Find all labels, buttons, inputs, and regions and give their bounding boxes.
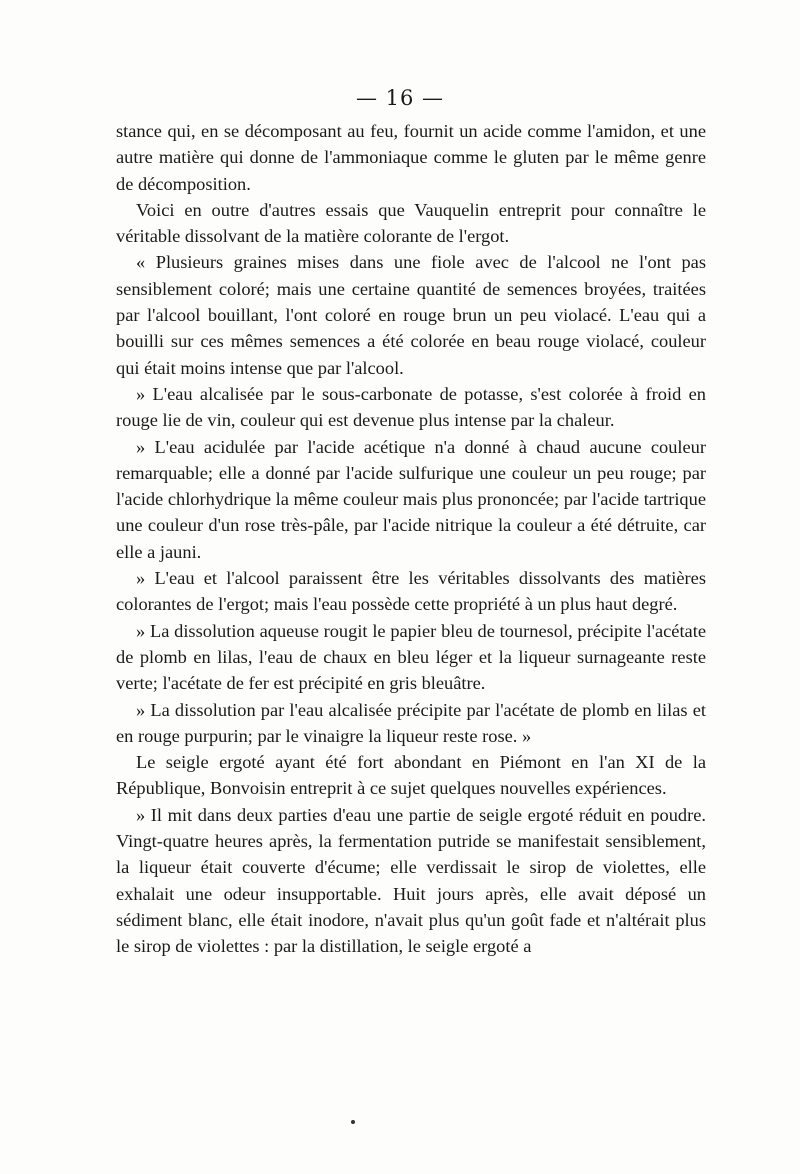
paragraph: Le seigle ergoté ayant été fort abondant en Piémont en l'an XI de la République, Bonvoisin entreprit à ce sujet quelques nouvelles expériences. xyxy=(116,752,706,799)
paragraph: » La dissolution aqueuse rougit le papier bleu de tournesol, précipite l'acétate de plomb en lilas, l'eau de chaux en bleu léger et la liqueur surnageante reste verte; l'acétate de fer est précipité en gris bleuâtre. xyxy=(116,620,706,694)
body-text xyxy=(116,118,706,960)
paragraph: » L'eau et l'alcool paraissent être les véritables dissolvants des matières colorantes de l'ergot; mais l'eau possède cette propriété à un plus haut degré. xyxy=(116,568,706,615)
paragraph: » L'eau alcalisée par le sous-carbonate de potasse, s'est colorée à froid en rouge lie de vin, couleur qui est devenue plus intense par la chaleur. xyxy=(116,383,706,431)
page-number: — 16 — xyxy=(355,86,445,110)
paragraph: stance qui, en se décomposant au feu, fournit un acide comme l'amidon, et une autre matière qui donne de l'ammoniaque comme le gluten par le même genre de décomposition. xyxy=(116,121,706,194)
paragraph: « Plusieurs graines mises dans une fiole avec de l'alcool ne l'ont pas sensiblement coloré; mais une certaine quantité de semences broyées, traitées par l'alcool bouillant, l'ont coloré en rouge brun un peu violacé. L'eau qui a bouilli sur ces mêmes semences a été colorée en beau rouge violacé, couleur qui était moins intense que par l'alcool. xyxy=(116,252,706,378)
paragraph: Voici en outre d'autres essais que Vauquelin entreprit pour connaître le véritable dissolvant de la matière colorante de l'ergot. xyxy=(116,199,706,247)
printer-mark xyxy=(351,1120,355,1124)
paragraph: » L'eau acidulée par l'acide acétique n'a donné à chaud aucune couleur remarquable; elle a donné par l'acide sulfurique une couleur un peu rouge; par l'acide chlorhydrique la même couleur mais plus prononcée; par l'acide tartrique une couleur d'un rose très-pâle, par l'acide nitrique la couleur a été détruite, car elle a jauni. xyxy=(116,436,706,562)
paragraph: » Il mit dans deux parties d'eau une partie de seigle ergoté réduit en poudre. Vingt-quatre heures après, la fermentation putride se manifestait sensiblement, la liqueur était couverte d'écume; elle verdissait le sirop de violettes, elle exhalait une odeur insupportable. Huit jours après, elle avait déposé un sédiment blanc, elle était inodore, n'avait plus qu'un goût fade et n'altérait plus le sirop de violettes : par la distillation, le seigle ergoté a xyxy=(116,804,706,957)
paragraph: » La dissolution par l'eau alcalisée précipite par l'acétate de plomb en lilas et en rouge purpurin; par le vinaigre la liqueur reste rose. » xyxy=(116,699,706,746)
